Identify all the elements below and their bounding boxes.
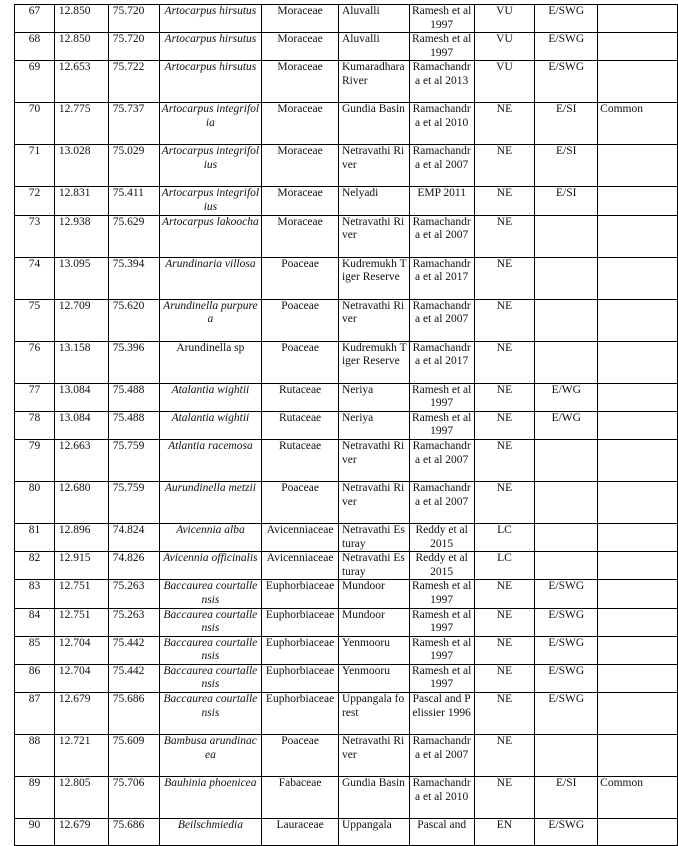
serial-number-cell: 67 — [15, 5, 55, 33]
family-cell: Moraceae — [262, 215, 339, 257]
longitude-cell: 75.686 — [108, 693, 159, 735]
family-cell: Poaceae — [262, 735, 339, 777]
iucn-status-cell: NE — [474, 439, 535, 481]
iucn-status-cell: NE — [474, 636, 535, 664]
latitude-cell: 12.653 — [54, 61, 108, 103]
family-cell: Moraceae — [262, 5, 339, 33]
latitude-cell: 12.679 — [54, 693, 108, 735]
endemism-cell — [535, 299, 598, 341]
locality-cell: Gundia Basin — [338, 777, 409, 819]
source-cell: Ramesh et al 1997 — [409, 33, 474, 61]
source-cell: Ramachandra et al 2007 — [409, 735, 474, 777]
remarks-cell — [598, 215, 678, 257]
latitude-cell: 12.915 — [54, 552, 108, 580]
locality-cell: Netravathi River — [338, 439, 409, 481]
source-cell: Ramesh et al 1997 — [409, 5, 474, 33]
remarks-cell — [598, 552, 678, 580]
longitude-cell: 75.720 — [108, 33, 159, 61]
endemism-cell: E/SWG — [535, 33, 598, 61]
endemism-cell — [535, 257, 598, 299]
latitude-cell: 12.721 — [54, 735, 108, 777]
endemism-cell — [535, 552, 598, 580]
source-cell: Pascal and Pelissier 1996 — [409, 693, 474, 735]
endemism-cell — [535, 523, 598, 551]
table-row — [15, 187, 678, 215]
serial-number-cell: 88 — [15, 735, 55, 777]
species-cell: Artocarpus integrifolius — [159, 187, 262, 215]
species-cell: Artocarpus hirsutus — [159, 61, 262, 103]
source-cell: Pascal and — [409, 819, 474, 846]
table-row — [15, 481, 678, 523]
longitude-cell: 75.263 — [108, 580, 159, 608]
endemism-cell: E/SI — [535, 187, 598, 215]
source-cell: Ramachandra et al 2013 — [409, 61, 474, 103]
latitude-cell: 12.896 — [54, 523, 108, 551]
serial-number-cell: 72 — [15, 187, 55, 215]
family-cell: Euphorbiaceae — [262, 608, 339, 636]
endemism-cell: E/SWG — [535, 61, 598, 103]
longitude-cell: 74.826 — [108, 552, 159, 580]
longitude-cell: 75.629 — [108, 215, 159, 257]
locality-cell: Kumaradhara River — [338, 61, 409, 103]
remarks-cell — [598, 523, 678, 551]
iucn-status-cell: NE — [474, 481, 535, 523]
serial-number-cell: 76 — [15, 341, 55, 383]
remarks-cell — [598, 257, 678, 299]
endemism-cell: E/SWG — [535, 819, 598, 846]
endemism-cell — [535, 215, 598, 257]
remarks-cell — [598, 735, 678, 777]
serial-number-cell: 73 — [15, 215, 55, 257]
species-cell: Atlantia racemosa — [159, 439, 262, 481]
remarks-cell — [598, 608, 678, 636]
table-row — [15, 664, 678, 692]
longitude-cell: 75.609 — [108, 735, 159, 777]
latitude-cell: 12.831 — [54, 187, 108, 215]
remarks-cell — [598, 439, 678, 481]
locality-cell: Kudremukh Tiger Reserve — [338, 341, 409, 383]
species-cell: Arundinaria villosa — [159, 257, 262, 299]
serial-number-cell: 71 — [15, 145, 55, 187]
locality-cell: Neriya — [338, 383, 409, 411]
table-row — [15, 777, 678, 819]
locality-cell: Aluvalli — [338, 5, 409, 33]
species-cell: Baccaurea courtallensis — [159, 693, 262, 735]
remarks-cell — [598, 341, 678, 383]
remarks-cell — [598, 411, 678, 439]
table-row — [15, 215, 678, 257]
latitude-cell: 13.084 — [54, 411, 108, 439]
locality-cell: Aluvalli — [338, 33, 409, 61]
remarks-cell: Common — [598, 103, 678, 145]
table-row — [15, 33, 678, 61]
locality-cell: Netravathi Esturay — [338, 523, 409, 551]
latitude-cell: 12.704 — [54, 636, 108, 664]
source-cell: Ramachandra et al 2017 — [409, 257, 474, 299]
family-cell: Rutaceae — [262, 383, 339, 411]
latitude-cell: 12.751 — [54, 580, 108, 608]
iucn-status-cell: NE — [474, 664, 535, 692]
species-cell: Atalantia wightii — [159, 411, 262, 439]
species-cell: Avicennia officinalis — [159, 552, 262, 580]
iucn-status-cell: NE — [474, 341, 535, 383]
serial-number-cell: 85 — [15, 636, 55, 664]
remarks-cell — [598, 299, 678, 341]
endemism-cell: E/SWG — [535, 636, 598, 664]
remarks-cell — [598, 580, 678, 608]
serial-number-cell: 81 — [15, 523, 55, 551]
species-cell: Baccaurea courtallensis — [159, 664, 262, 692]
species-cell: Beilschmiedia — [159, 819, 262, 846]
species-cell: Artocarpus hirsutus — [159, 33, 262, 61]
family-cell: Moraceae — [262, 187, 339, 215]
table-row — [15, 439, 678, 481]
iucn-status-cell: NE — [474, 735, 535, 777]
iucn-status-cell: NE — [474, 257, 535, 299]
endemism-cell — [535, 439, 598, 481]
endemism-cell: E/SWG — [535, 664, 598, 692]
species-cell: Baccaurea courtallensis — [159, 636, 262, 664]
latitude-cell: 13.028 — [54, 145, 108, 187]
table-row — [15, 552, 678, 580]
iucn-status-cell: NE — [474, 145, 535, 187]
iucn-status-cell: NE — [474, 103, 535, 145]
iucn-status-cell: NE — [474, 187, 535, 215]
iucn-status-cell: NE — [474, 215, 535, 257]
locality-cell: Nelyadi — [338, 187, 409, 215]
table-row — [15, 145, 678, 187]
remarks-cell — [598, 693, 678, 735]
latitude-cell: 12.938 — [54, 215, 108, 257]
family-cell: Moraceae — [262, 33, 339, 61]
endemism-cell: E/SI — [535, 103, 598, 145]
serial-number-cell: 89 — [15, 777, 55, 819]
species-cell: Avicennia alba — [159, 523, 262, 551]
family-cell: Avicenniaceae — [262, 552, 339, 580]
table-row — [15, 299, 678, 341]
locality-cell: Neriya — [338, 411, 409, 439]
longitude-cell: 75.488 — [108, 411, 159, 439]
family-cell: Poaceae — [262, 341, 339, 383]
serial-number-cell: 74 — [15, 257, 55, 299]
table-row — [15, 5, 678, 33]
species-cell: Baccaurea courtallensis — [159, 608, 262, 636]
species-cell: Artocarpus hirsutus — [159, 5, 262, 33]
latitude-cell: 12.805 — [54, 777, 108, 819]
remarks-cell — [598, 481, 678, 523]
serial-number-cell: 77 — [15, 383, 55, 411]
species-cell: Artocarpus integrifolia — [159, 103, 262, 145]
source-cell: Reddy et al 2015 — [409, 523, 474, 551]
source-cell: Ramesh et al 1997 — [409, 411, 474, 439]
longitude-cell: 75.722 — [108, 61, 159, 103]
locality-cell: Netravathi River — [338, 215, 409, 257]
table-row — [15, 383, 678, 411]
table-row — [15, 61, 678, 103]
longitude-cell: 75.686 — [108, 819, 159, 846]
iucn-status-cell: NE — [474, 411, 535, 439]
table-row — [15, 341, 678, 383]
endemism-cell: E/WG — [535, 411, 598, 439]
table-row — [15, 693, 678, 735]
latitude-cell: 12.680 — [54, 481, 108, 523]
source-cell: Ramesh et al 1997 — [409, 664, 474, 692]
family-cell: Euphorbiaceae — [262, 693, 339, 735]
longitude-cell: 75.737 — [108, 103, 159, 145]
longitude-cell: 75.759 — [108, 481, 159, 523]
table-body — [15, 5, 678, 846]
iucn-status-cell: NE — [474, 693, 535, 735]
species-cell: Baccaurea courtallensis — [159, 580, 262, 608]
latitude-cell: 12.709 — [54, 299, 108, 341]
source-cell: Ramesh et al 1997 — [409, 383, 474, 411]
source-cell: Ramachandra et al 2017 — [409, 341, 474, 383]
species-cell: Aurundinella metzii — [159, 481, 262, 523]
source-cell: Ramesh et al 1997 — [409, 636, 474, 664]
iucn-status-cell: VU — [474, 5, 535, 33]
source-cell: Ramachandra et al 2010 — [409, 103, 474, 145]
species-cell: Artocarpus lakoocha — [159, 215, 262, 257]
source-cell: Ramachandra et al 2007 — [409, 439, 474, 481]
species-table — [14, 4, 678, 846]
table-row — [15, 735, 678, 777]
locality-cell: Netravathi Esturay — [338, 552, 409, 580]
source-cell: Ramachandra et al 2007 — [409, 215, 474, 257]
longitude-cell: 75.029 — [108, 145, 159, 187]
remarks-cell — [598, 61, 678, 103]
remarks-cell: Common — [598, 777, 678, 819]
locality-cell: Netravathi River — [338, 481, 409, 523]
latitude-cell: 13.084 — [54, 383, 108, 411]
serial-number-cell: 68 — [15, 33, 55, 61]
serial-number-cell: 75 — [15, 299, 55, 341]
iucn-status-cell: LC — [474, 552, 535, 580]
species-cell: Bauhinia phoenicea — [159, 777, 262, 819]
remarks-cell — [598, 636, 678, 664]
longitude-cell: 75.442 — [108, 636, 159, 664]
locality-cell: Uppangala — [338, 819, 409, 846]
longitude-cell: 75.488 — [108, 383, 159, 411]
locality-cell: Mundoor — [338, 608, 409, 636]
locality-cell: Netravathi River — [338, 299, 409, 341]
iucn-status-cell: VU — [474, 61, 535, 103]
endemism-cell: E/WG — [535, 383, 598, 411]
family-cell: Rutaceae — [262, 411, 339, 439]
iucn-status-cell: NE — [474, 777, 535, 819]
locality-cell: Yenmooru — [338, 664, 409, 692]
species-cell: Arundinella purpurea — [159, 299, 262, 341]
locality-cell: Gundia Basin — [338, 103, 409, 145]
remarks-cell — [598, 664, 678, 692]
iucn-status-cell: NE — [474, 580, 535, 608]
family-cell: Poaceae — [262, 299, 339, 341]
family-cell: Moraceae — [262, 61, 339, 103]
endemism-cell: E/SWG — [535, 5, 598, 33]
latitude-cell: 12.850 — [54, 33, 108, 61]
family-cell: Poaceae — [262, 257, 339, 299]
source-cell: Ramesh et al 1997 — [409, 580, 474, 608]
endemism-cell: E/SI — [535, 145, 598, 187]
locality-cell: Uppangala forest — [338, 693, 409, 735]
table-row — [15, 636, 678, 664]
family-cell: Moraceae — [262, 145, 339, 187]
remarks-cell — [598, 145, 678, 187]
latitude-cell: 12.775 — [54, 103, 108, 145]
serial-number-cell: 90 — [15, 819, 55, 846]
iucn-status-cell: NE — [474, 299, 535, 341]
serial-number-cell: 84 — [15, 608, 55, 636]
longitude-cell: 75.394 — [108, 257, 159, 299]
locality-cell: Mundoor — [338, 580, 409, 608]
source-cell: Ramachandra et al 2007 — [409, 145, 474, 187]
latitude-cell: 12.850 — [54, 5, 108, 33]
latitude-cell: 13.095 — [54, 257, 108, 299]
longitude-cell: 75.759 — [108, 439, 159, 481]
remarks-cell — [598, 819, 678, 846]
iucn-status-cell: VU — [474, 33, 535, 61]
source-cell: Ramesh et al 1997 — [409, 608, 474, 636]
locality-cell: Kudremukh Tiger Reserve — [338, 257, 409, 299]
remarks-cell — [598, 383, 678, 411]
serial-number-cell: 87 — [15, 693, 55, 735]
iucn-status-cell: EN — [474, 819, 535, 846]
latitude-cell: 12.679 — [54, 819, 108, 846]
endemism-cell: E/SWG — [535, 580, 598, 608]
longitude-cell: 75.720 — [108, 5, 159, 33]
latitude-cell: 12.751 — [54, 608, 108, 636]
locality-cell: Netravathi River — [338, 145, 409, 187]
serial-number-cell: 70 — [15, 103, 55, 145]
table-row — [15, 257, 678, 299]
iucn-status-cell: LC — [474, 523, 535, 551]
endemism-cell: E/SWG — [535, 608, 598, 636]
serial-number-cell: 86 — [15, 664, 55, 692]
species-cell: Atalantia wightii — [159, 383, 262, 411]
serial-number-cell: 83 — [15, 580, 55, 608]
source-cell: Ramachandra et al 2007 — [409, 299, 474, 341]
species-cell: Bambusa arundinacea — [159, 735, 262, 777]
latitude-cell: 12.704 — [54, 664, 108, 692]
iucn-status-cell: NE — [474, 608, 535, 636]
family-cell: Euphorbiaceae — [262, 636, 339, 664]
serial-number-cell: 69 — [15, 61, 55, 103]
table-row — [15, 580, 678, 608]
longitude-cell: 75.411 — [108, 187, 159, 215]
species-cell: Artocarpus integrifolius — [159, 145, 262, 187]
table-row — [15, 819, 678, 846]
family-cell: Lauraceae — [262, 819, 339, 846]
longitude-cell: 74.824 — [108, 523, 159, 551]
table-row — [15, 411, 678, 439]
family-cell: Moraceae — [262, 103, 339, 145]
locality-cell: Yenmooru — [338, 636, 409, 664]
endemism-cell — [535, 481, 598, 523]
endemism-cell — [535, 735, 598, 777]
source-cell: EMP 2011 — [409, 187, 474, 215]
serial-number-cell: 78 — [15, 411, 55, 439]
remarks-cell — [598, 33, 678, 61]
longitude-cell: 75.263 — [108, 608, 159, 636]
source-cell: Ramachandra et al 2010 — [409, 777, 474, 819]
locality-cell: Netravathi River — [338, 735, 409, 777]
endemism-cell: E/SI — [535, 777, 598, 819]
longitude-cell: 75.396 — [108, 341, 159, 383]
endemism-cell: E/SWG — [535, 693, 598, 735]
family-cell: Euphorbiaceae — [262, 664, 339, 692]
remarks-cell — [598, 187, 678, 215]
longitude-cell: 75.442 — [108, 664, 159, 692]
source-cell: Reddy et al 2015 — [409, 552, 474, 580]
longitude-cell: 75.706 — [108, 777, 159, 819]
table-row — [15, 608, 678, 636]
family-cell: Fabaceae — [262, 777, 339, 819]
family-cell: Avicenniaceae — [262, 523, 339, 551]
remarks-cell — [598, 5, 678, 33]
latitude-cell: 12.663 — [54, 439, 108, 481]
iucn-status-cell: NE — [474, 383, 535, 411]
serial-number-cell: 79 — [15, 439, 55, 481]
family-cell: Rutaceae — [262, 439, 339, 481]
table-row — [15, 103, 678, 145]
longitude-cell: 75.620 — [108, 299, 159, 341]
serial-number-cell: 82 — [15, 552, 55, 580]
source-cell: Ramachandra et al 2007 — [409, 481, 474, 523]
endemism-cell — [535, 341, 598, 383]
table-row — [15, 523, 678, 551]
family-cell: Poaceae — [262, 481, 339, 523]
latitude-cell: 13.158 — [54, 341, 108, 383]
species-cell: Arundinella sp — [159, 341, 262, 383]
serial-number-cell: 80 — [15, 481, 55, 523]
family-cell: Euphorbiaceae — [262, 580, 339, 608]
